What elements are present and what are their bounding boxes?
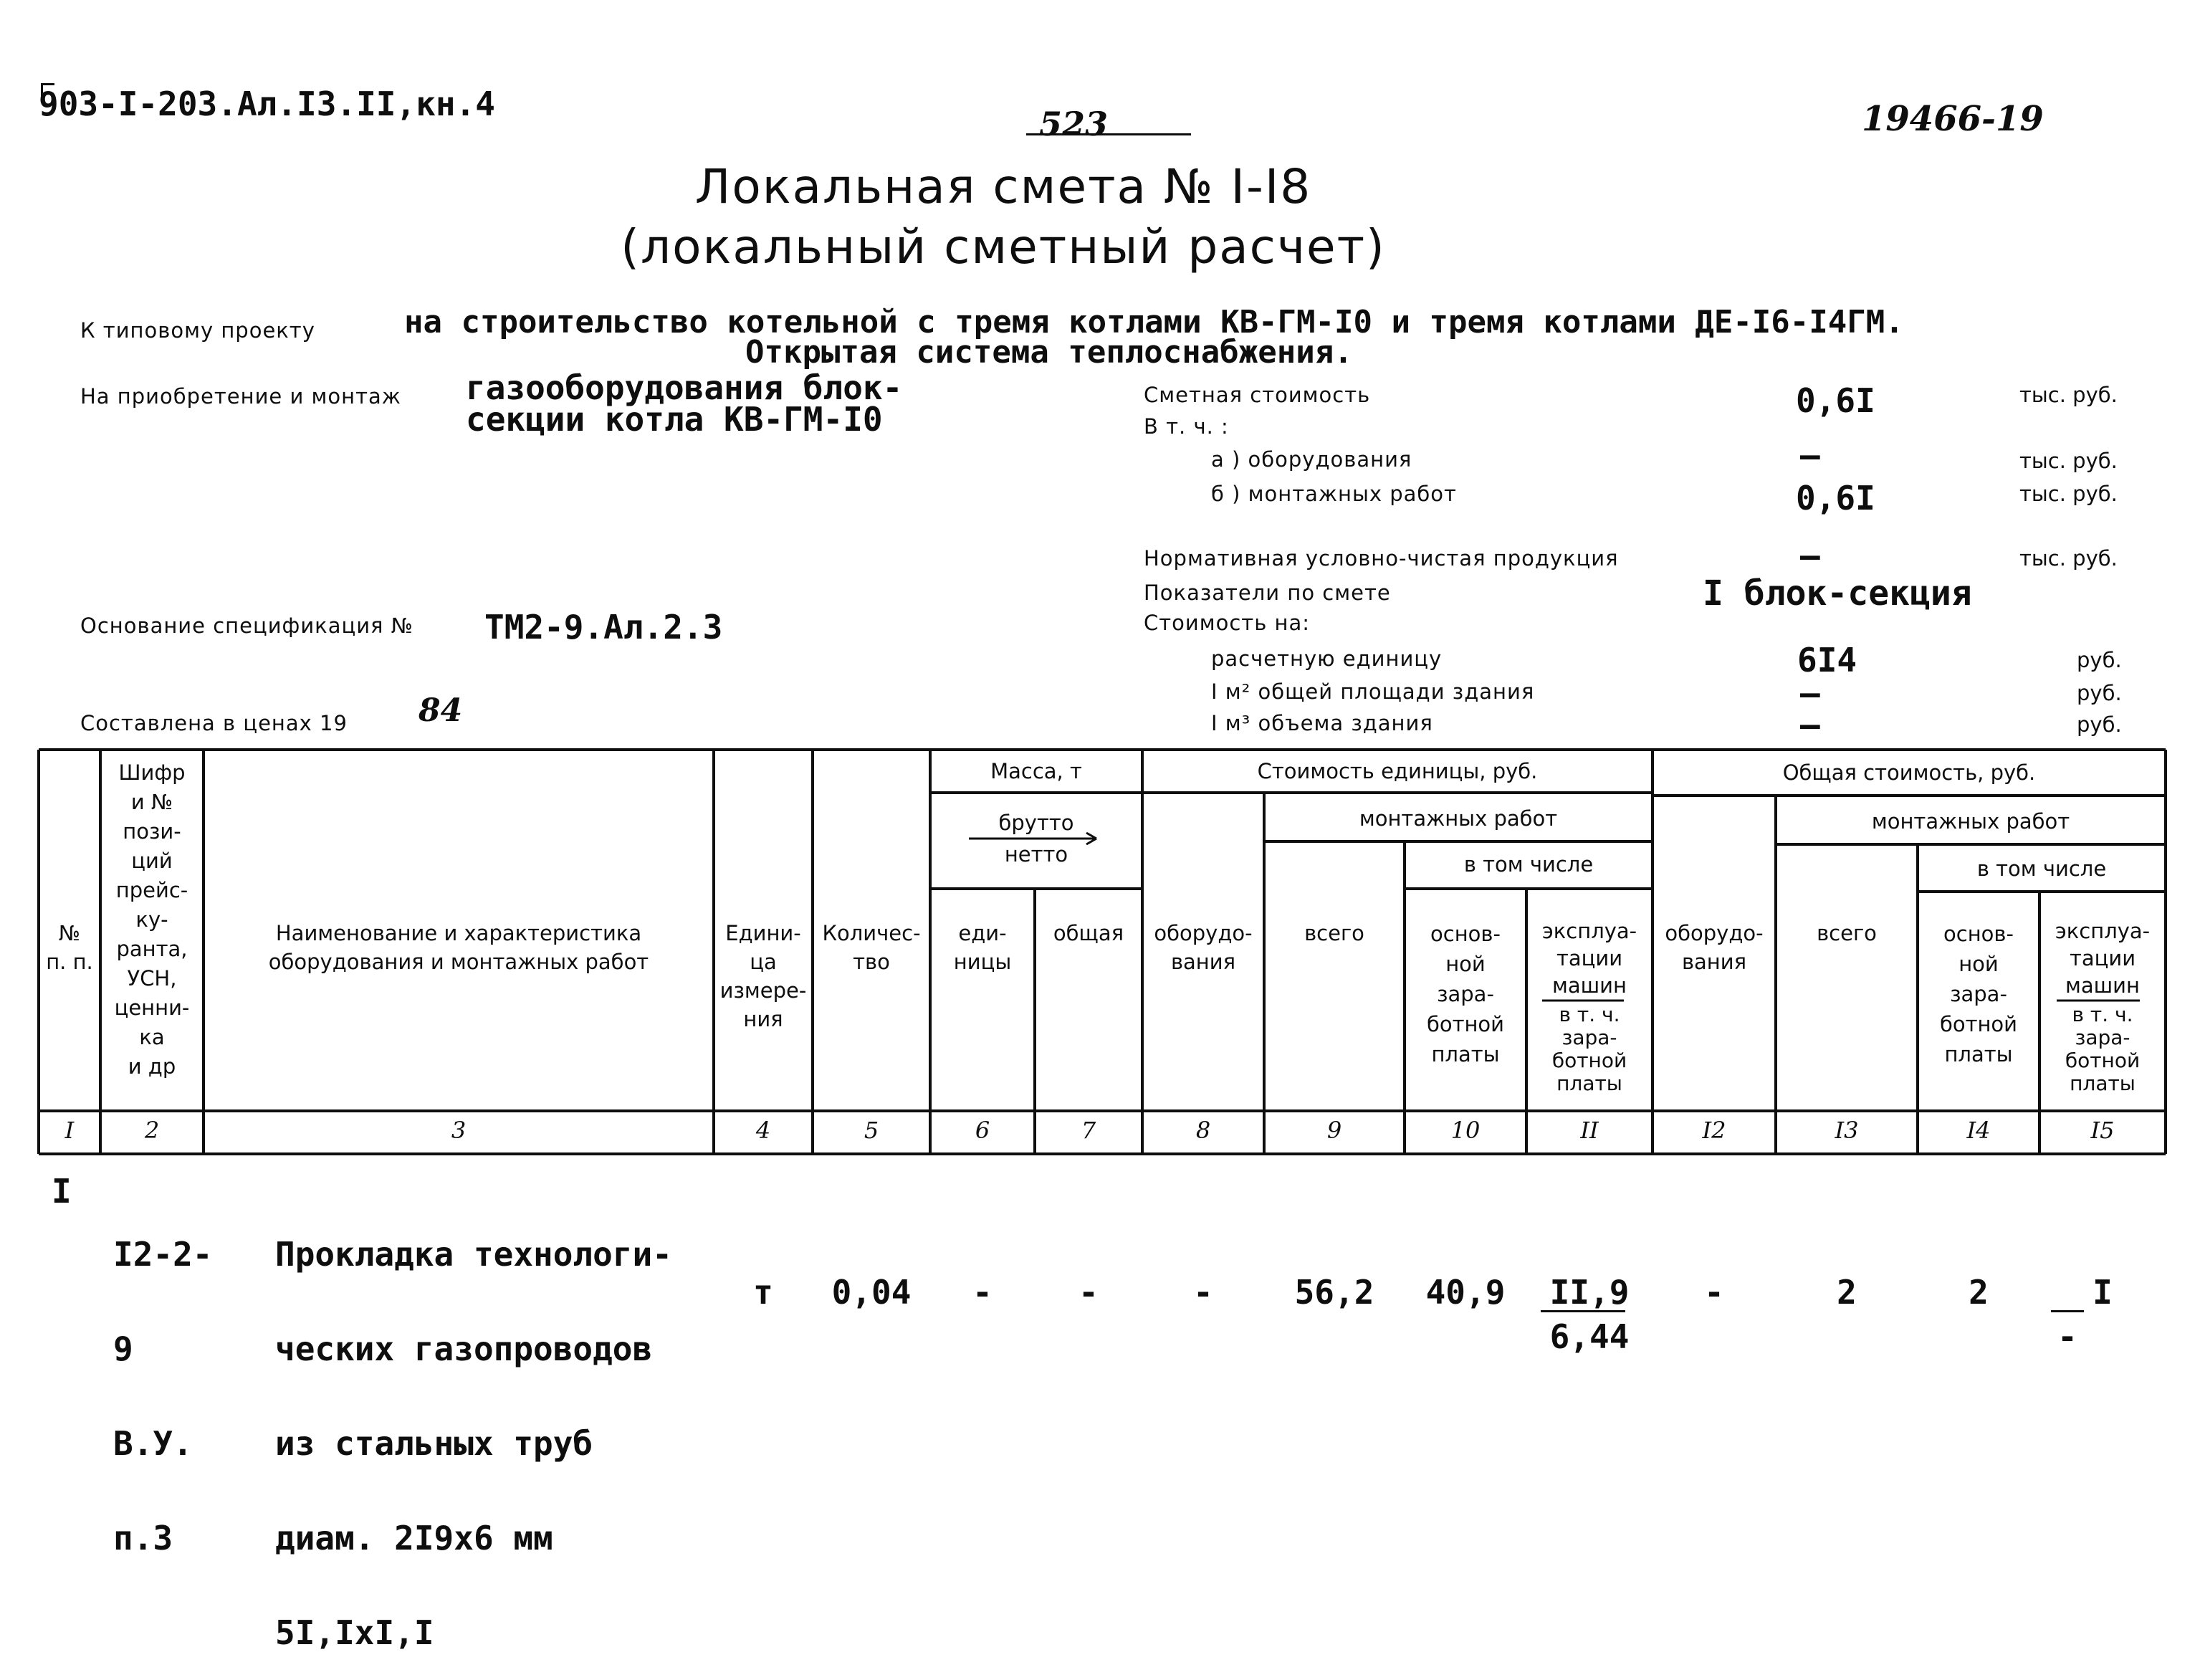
row-code-line: В.У. bbox=[113, 1424, 193, 1463]
header-text: ной bbox=[1445, 952, 1486, 976]
header-text: Едини- bbox=[725, 921, 801, 945]
page-number: 523 bbox=[1039, 105, 1109, 143]
column-number: 7 bbox=[1081, 1117, 1096, 1144]
per-unit-value: 6I4 bbox=[1797, 641, 1857, 679]
header-text: оборудо- bbox=[1665, 921, 1764, 945]
document-code: 903-I-203.Ал.I3.II,кн.4 bbox=[39, 85, 495, 123]
header-total-including: в том числе bbox=[1976, 856, 2107, 881]
header-text: ницы bbox=[953, 950, 1012, 974]
row-name-line: ческих газопроводов bbox=[275, 1330, 653, 1368]
header-text: УСН, bbox=[127, 966, 177, 991]
row-total-equipment: - bbox=[1704, 1273, 1724, 1312]
column-number: 3 bbox=[451, 1117, 467, 1144]
header-text: ботной bbox=[1939, 1012, 2018, 1036]
header-text: пози- bbox=[123, 819, 181, 844]
header-total-install: монтажных работ bbox=[1871, 809, 2070, 834]
header-text: тации bbox=[1556, 946, 1623, 970]
row-total-machines-wage: - bbox=[2057, 1317, 2077, 1356]
header-text: ций bbox=[131, 849, 173, 873]
basis-label: Основание спецификация № bbox=[80, 614, 413, 638]
header-total-base-wage bbox=[1918, 919, 2039, 1069]
row-code bbox=[113, 1175, 212, 1585]
column-number: II bbox=[1580, 1117, 1599, 1144]
row-name bbox=[275, 1175, 672, 1680]
header-text: вания bbox=[1170, 950, 1236, 974]
header-text: машин bbox=[1552, 973, 1627, 998]
header-text: ботной bbox=[2065, 1049, 2141, 1072]
compiled-year: 84 bbox=[419, 692, 463, 729]
per-volume-unit: руб. bbox=[2077, 712, 2122, 737]
column-number: 2 bbox=[144, 1117, 160, 1144]
normative-value: – bbox=[1800, 536, 1820, 575]
basis-value: ТМ2-9.Ал.2.3 bbox=[484, 608, 723, 646]
header-total-equipment bbox=[1653, 919, 1776, 976]
project-line-2: Открытая система теплоснабжения. bbox=[745, 334, 1353, 371]
row-total-machines-fraction bbox=[2051, 1310, 2084, 1312]
header-text: эксплуа- bbox=[1541, 919, 1637, 943]
header-text: Наименование и характеристика bbox=[275, 921, 642, 945]
header-total-cost: Общая стоимость, руб. bbox=[1782, 760, 2036, 785]
header-text: основ- bbox=[1943, 922, 2014, 946]
row-total-base-wage: 2 bbox=[1969, 1273, 1989, 1312]
row-code-line: 9 bbox=[113, 1330, 133, 1368]
estimated-cost-value: 0,6I bbox=[1796, 381, 1875, 420]
header-mass-unit bbox=[930, 919, 1035, 976]
purpose-label: На приобретение и монтаж bbox=[80, 384, 401, 409]
row-unit-machines-fraction bbox=[1541, 1310, 1625, 1312]
installation-cost-value: 0,6I bbox=[1796, 479, 1875, 517]
per-area-unit: руб. bbox=[2077, 681, 2122, 705]
row-unit-machines-wage: 6,44 bbox=[1549, 1317, 1630, 1356]
row-mass-unit: - bbox=[972, 1273, 993, 1312]
column-number: I3 bbox=[1835, 1117, 1859, 1144]
column-number: 10 bbox=[1450, 1117, 1481, 1144]
per-unit-unit: руб. bbox=[2077, 648, 2122, 672]
header-text: вания bbox=[1681, 950, 1747, 974]
archive-number: 19466-19 bbox=[1862, 99, 2044, 139]
header-text: оборудо- bbox=[1154, 921, 1253, 945]
header-unit-including: в том числе bbox=[1463, 852, 1594, 877]
header-text: ботной bbox=[1426, 1012, 1505, 1036]
estimated-cost-label: Сметная стоимость bbox=[1144, 383, 1371, 407]
including-label: В т. ч. : bbox=[1144, 414, 1229, 439]
per-volume-value: – bbox=[1800, 705, 1820, 744]
header-text: ной bbox=[1959, 952, 1999, 976]
header-text: оборудования и монтажных работ bbox=[268, 950, 649, 974]
installation-cost-unit: тыс. руб. bbox=[2019, 482, 2118, 506]
header-code bbox=[100, 758, 204, 1082]
per-area-value: – bbox=[1800, 674, 1820, 712]
equipment-cost-unit: тыс. руб. bbox=[2019, 449, 2118, 473]
header-text: в т. ч. bbox=[2072, 1003, 2133, 1026]
row-code-line: п.3 bbox=[113, 1519, 173, 1557]
header-text: тации bbox=[2069, 946, 2136, 970]
header-unit-equipment bbox=[1142, 919, 1264, 976]
row-name-line: 5I,IхI,I bbox=[275, 1613, 434, 1652]
row-total-machines: I bbox=[2093, 1273, 2113, 1312]
header-text: измере- bbox=[719, 978, 807, 1003]
normative-label: Нормативная условно-чистая продукция bbox=[1144, 546, 1619, 571]
header-text: зара- bbox=[1437, 982, 1494, 1006]
page-subtitle: (локальный сметный расчет) bbox=[621, 219, 1386, 275]
header-text: платы bbox=[1556, 1072, 1622, 1095]
column-number: I4 bbox=[1966, 1117, 1991, 1144]
installation-cost-label: б ) монтажных работ bbox=[1211, 482, 1457, 506]
header-unit-base-wage bbox=[1405, 919, 1526, 1069]
header-text: в т. ч. bbox=[1559, 1003, 1620, 1026]
row-quantity: 0,04 bbox=[831, 1273, 912, 1312]
per-unit-label: расчетную единицу bbox=[1211, 646, 1443, 671]
header-total-machines bbox=[2039, 917, 2166, 999]
header-mass-net: нетто bbox=[1004, 842, 1068, 867]
header-unit bbox=[714, 919, 813, 1034]
column-number: I5 bbox=[2090, 1117, 2115, 1144]
header-text: и др bbox=[128, 1054, 176, 1079]
header-text: еди- bbox=[958, 921, 1007, 945]
header-mass-gross: брутто bbox=[998, 811, 1074, 835]
row-code-line: I2-2- bbox=[113, 1235, 213, 1274]
header-text: зара- bbox=[1950, 982, 2007, 1006]
row-name-line: Прокладка технологи- bbox=[275, 1235, 672, 1274]
column-number: I bbox=[64, 1117, 75, 1144]
header-quantity bbox=[813, 919, 930, 976]
per-volume-label: I м³ объема здания bbox=[1211, 711, 1433, 735]
header-text: основ- bbox=[1430, 922, 1501, 946]
header-text: машин bbox=[2065, 973, 2140, 998]
header-text: Шифр bbox=[118, 760, 186, 785]
header-unit-install: монтажных работ bbox=[1359, 806, 1558, 831]
page-title: Локальная смета № I-I8 bbox=[694, 159, 1312, 214]
header-text: ния bbox=[743, 1007, 783, 1031]
header-text: п. п. bbox=[46, 950, 93, 974]
estimated-cost-unit: тыс. руб. bbox=[2019, 383, 2118, 407]
header-text: Количес- bbox=[822, 921, 921, 945]
row-name-line: из стальных труб bbox=[275, 1424, 593, 1463]
column-number: I2 bbox=[1702, 1117, 1726, 1144]
column-number: 8 bbox=[1195, 1117, 1211, 1144]
row-total-total: 2 bbox=[1837, 1273, 1857, 1312]
row-unit-base-wage: 40,9 bbox=[1425, 1273, 1506, 1312]
per-area-label: I м² общей площади здания bbox=[1211, 679, 1535, 704]
purpose-line-2: секции котла КВ-ГМ-I0 bbox=[466, 400, 883, 439]
header-text: ца bbox=[750, 950, 777, 974]
header-unit-total: всего bbox=[1304, 921, 1364, 945]
header-text: ку- bbox=[135, 907, 168, 932]
header-text: ка bbox=[139, 1025, 165, 1049]
row-unit-total: 56,2 bbox=[1294, 1273, 1374, 1312]
project-label: К типовому проекту bbox=[80, 318, 315, 343]
header-mass-total: общая bbox=[1053, 921, 1124, 945]
row-mass-total: - bbox=[1079, 1273, 1099, 1312]
column-number: 9 bbox=[1326, 1117, 1342, 1144]
compiled-label: Составлена в ценах 19 bbox=[80, 711, 348, 735]
row-unit-machines: II,9 bbox=[1549, 1273, 1630, 1312]
column-number: 6 bbox=[975, 1117, 990, 1144]
header-total-machines-wage bbox=[2039, 1003, 2166, 1095]
header-text: и № bbox=[130, 790, 173, 814]
header-text: прейс- bbox=[115, 878, 188, 902]
equipment-cost-value: – bbox=[1800, 436, 1820, 474]
header-number bbox=[39, 919, 100, 976]
indicators-label: Показатели по смете bbox=[1144, 581, 1391, 605]
header-unit-machines-wage bbox=[1526, 1003, 1653, 1095]
header-total-total: всего bbox=[1817, 921, 1877, 945]
header-text: эксплуа- bbox=[2055, 919, 2151, 943]
normative-unit: тыс. руб. bbox=[2019, 546, 2118, 571]
header-text: ботной bbox=[1551, 1049, 1627, 1072]
header-text: платы bbox=[2070, 1072, 2136, 1095]
purpose-line-1: газооборудования блок- bbox=[466, 368, 903, 407]
header-mass: Масса, т bbox=[990, 759, 1082, 783]
header-text: ранта, bbox=[116, 937, 188, 961]
header-text: № bbox=[58, 921, 81, 945]
cost-for-label: Стоимость на: bbox=[1144, 611, 1311, 635]
row-name-line: диам. 2I9х6 мм bbox=[275, 1519, 553, 1557]
header-text: платы bbox=[1431, 1042, 1500, 1066]
row-number: I bbox=[52, 1172, 72, 1211]
row-unit-equipment: - bbox=[1193, 1273, 1213, 1312]
indicators-value: I блок-секция bbox=[1703, 573, 1972, 614]
header-text: ценни- bbox=[114, 996, 190, 1020]
header-text: зара- bbox=[2075, 1026, 2130, 1049]
row-unit: т bbox=[753, 1273, 773, 1312]
project-line-1: на строительство котельной с тремя котлами КВ-ГМ-I0 и тремя котлами ДЕ-I6-I4ГМ. bbox=[404, 304, 1904, 340]
header-text: тво bbox=[853, 950, 890, 974]
header-unit-cost: Стоимость единицы, руб. bbox=[1257, 759, 1538, 783]
column-number: 5 bbox=[864, 1117, 879, 1144]
column-number: 4 bbox=[755, 1117, 771, 1144]
header-unit-machines bbox=[1526, 917, 1653, 999]
equipment-cost-label: а ) оборудования bbox=[1211, 447, 1412, 472]
header-text: платы bbox=[1944, 1042, 2013, 1066]
header-text: зара- bbox=[1561, 1026, 1617, 1049]
header-name bbox=[204, 919, 714, 976]
